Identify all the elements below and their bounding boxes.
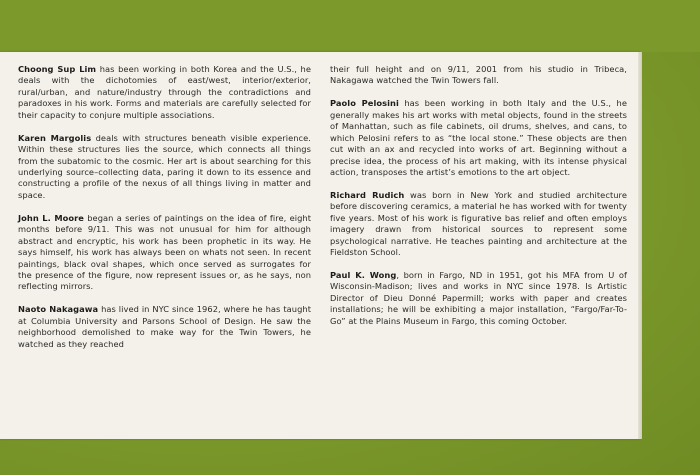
artist-bio-text: was born in New York and studied architecture before discovering ceramics, a material he has worked with for twenty five years. Most of his work is figurative bas relief and often employs imagery drawn from historical sources to represent some psychological narrative. He teaches painting and architecture at the Fieldston School. <box>330 189 627 258</box>
left-column <box>18 64 311 362</box>
artist-bio-text: has lived in NYC since 1962, where he has taught at Columbia University and Parsons School of Design. He saw the neighborhood demolished to make way for the Twin Towers, he watched as they reached <box>18 304 311 349</box>
artist-bio-john-l-moore <box>18 213 311 293</box>
artist-name: Naoto Nakagawa <box>18 304 99 315</box>
artist-bio-richard-rudich <box>330 190 627 259</box>
artist-bio-naoto-nakagawa <box>18 304 311 350</box>
text-panel <box>0 52 640 439</box>
artist-bio-paolo-pelosini <box>330 98 627 178</box>
right-column <box>330 64 627 339</box>
artist-name: John L. Moore <box>18 212 84 223</box>
artist-bio-choong-sup-lim <box>18 64 311 121</box>
artist-bio-continuation: their full height and on 9/11, 2001 from his studio in Tribeca, Nakagawa watched the Twin Towers fall. <box>330 64 627 86</box>
artist-name: Richard Rudich <box>330 189 405 200</box>
artist-bio-paul-k-wong <box>330 270 627 327</box>
paper-edge <box>638 52 642 439</box>
artist-name: Choong Sup Lim <box>18 64 97 74</box>
artist-bio-karen-margolis <box>18 133 311 202</box>
artist-name: Karen Margolis <box>18 132 92 143</box>
artist-bio-text: deals with structures beneath visible experience. Within these structures lies the source, which connects all things from the subatomic to the cosmic. Her art is about searching for this underlying source–collecting data, paring it down to its essence and constructing a profile of the nexus of all things living in matter and space. <box>18 132 311 200</box>
artist-name: Paolo Pelosini <box>330 98 399 109</box>
artist-name: Paul K. Wong <box>330 269 397 280</box>
artist-bio-text: has been working in both Korea and the U.S., he deals with the dichotomies of east/west, interior/exterior, rural/urban, and nature/industry through the contradictions and paradoxes in his work. Forms and materials are carefully selected for their capacity to conjure multiple associations. <box>18 64 311 120</box>
green-background-top <box>0 0 700 52</box>
artist-bio-text: began a series of paintings on the idea of fire, eight months before 9/11. This was not unusual for him for although abstract and encryptic, his work has been prophetic in its way. He says himself, his work has always been on whats not seen. In recent paintings, black oval shapes, which once served as surrogates for the presence of the figure, now represent issues or, as he says, non reflecting mirrors. <box>18 212 312 292</box>
artist-bio-text: , born in Fargo, ND in 1951, got his MFA from U of Wisconsin-Madison; lives and works in NYC since 1978. Is Artistic Director of Dieu Donné Papermill; works with paper and creates installations; he will be exhibiting a major installation, “Fargo/Far-To-Go” at the Plains Museum in Fargo, this coming October. <box>330 269 627 326</box>
artist-bio-text: has been working in both Italy and the U.S., he generally makes his art works with metal objects, found in the streets of Manhattan, such as file cabinets, oil drums, shelves, and cans, to which Pelosini refers to as “the local stone.” These objects are then cut with an ax and recycled into works of art. Beginning without a precise idea, the process of his art making, with its intense physical action, transposes the artist’s emotions to the art object. <box>330 98 627 178</box>
